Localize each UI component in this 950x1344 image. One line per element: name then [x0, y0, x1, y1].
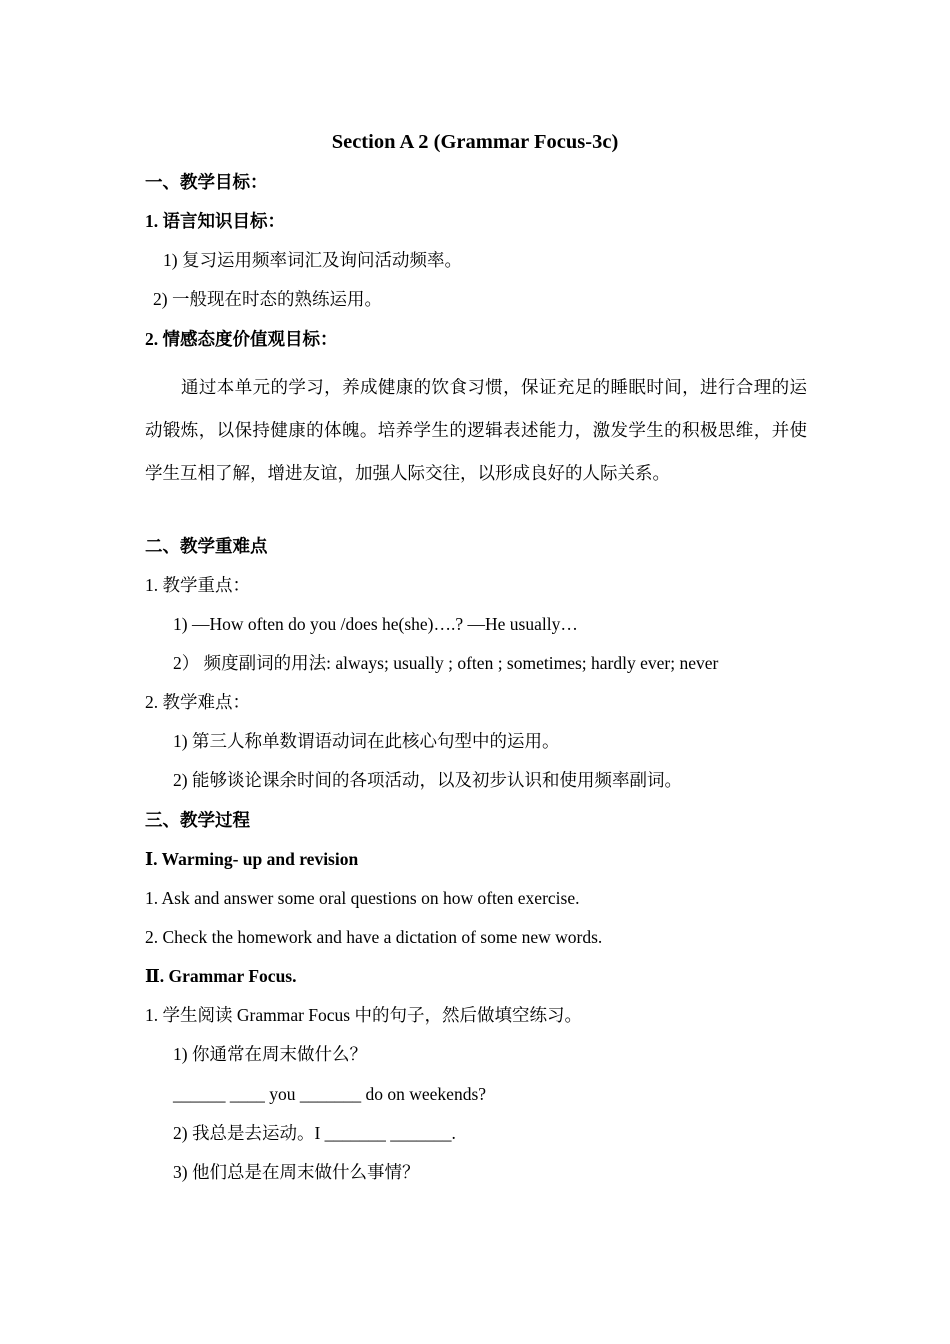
document-title: Section A 2 (Grammar Focus-3c): [331, 131, 619, 153]
exercise-item: 2) 我总是去运动。I _______ _______.: [173, 1123, 456, 1143]
list-item: 2） 频度副词的用法: always; usually ; often ; sometimes; hardly ever; never: [173, 653, 719, 673]
list-item: 1. Ask and answer some oral questions on how often exercise.: [145, 888, 580, 908]
exercise-blank-line: ______ ____ you _______ do on weekends?: [173, 1084, 487, 1104]
section-heading-objectives: 一、教学目标：: [145, 172, 268, 192]
list-item: 2) 能够谈论课余时间的各项活动，以及初步认识和使用频率副词。: [173, 770, 682, 790]
list-item: 1) —How often do you /does he(she)….? —He usually…: [173, 614, 578, 634]
grammar-focus-intro: 1. 学生阅读 Grammar Focus 中的句子，然后做填空练习。: [145, 1005, 582, 1025]
section-heading-process: 三、教学过程: [145, 810, 250, 830]
subheading-language-knowledge: 1. 语言知识目标：: [145, 211, 285, 231]
list-item: 1) 第三人称单数谓语动词在此核心句型中的运用。: [173, 731, 560, 751]
part-heading-grammar-focus: Ⅱ. Grammar Focus.: [145, 966, 297, 986]
list-item: 2) 一般现在时态的熟练运用。: [153, 289, 382, 309]
subheading-difficulties: 2. 教学难点：: [145, 692, 250, 712]
list-item: 2. Check the homework and have a dictation of some new words.: [145, 927, 603, 947]
part-heading-warming-up: Ⅰ. Warming- up and revision: [145, 849, 359, 869]
subheading-key-focus: 1. 教学重点：: [145, 575, 250, 595]
exercise-item: 1) 你通常在周末做什么？: [173, 1044, 367, 1064]
goals-paragraph: 通过本单元的学习，养成健康的饮食习惯，保证充足的睡眠时间，进行合理的运动锻炼，以保持健康的体魄。培养学生的逻辑表述能力，激发学生的积极思维，并使学生互相了解，增进友谊，加强人际交往，以形成良好的人际关系。: [145, 377, 807, 483]
subheading-emotional-goals: 2. 情感态度价值观目标：: [145, 329, 338, 349]
exercise-item: 3) 他们总是在周末做什么事情？: [173, 1162, 420, 1182]
list-item: 1) 复习运用频率词汇及询问活动频率。: [163, 250, 462, 270]
section-heading-key-points: 二、教学重难点: [145, 536, 268, 556]
